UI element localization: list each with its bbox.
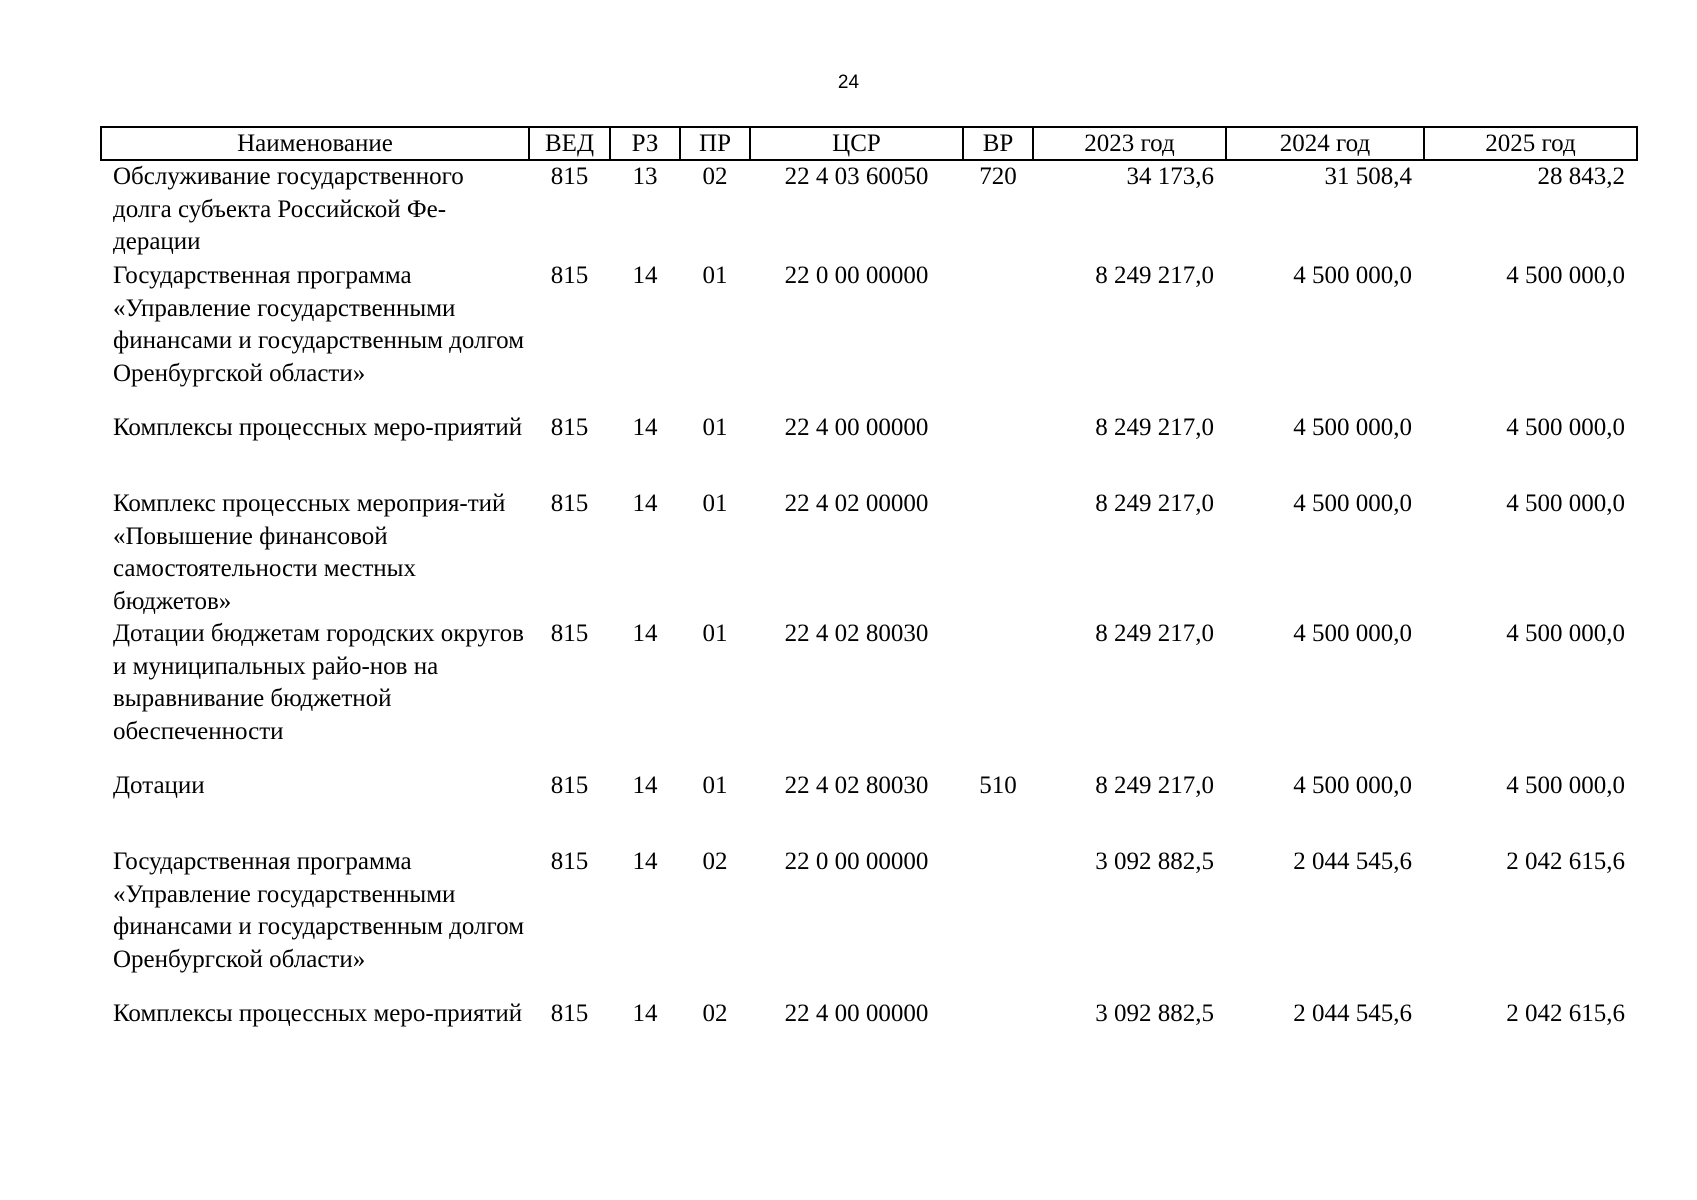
row-csr: 22 0 00 00000 (784, 262, 929, 289)
row-2025: 4 500 000,0 (1506, 414, 1625, 441)
row-pr: 01 (702, 620, 728, 647)
col-header-ved: ВЕД (529, 127, 610, 160)
row-csr: 22 4 02 80030 (784, 620, 929, 647)
row-ved: 815 (550, 772, 589, 799)
row-csr: 22 4 03 60050 (784, 163, 929, 190)
row-name: Государственная программа «Управление государственными финансами и государственным долгом Оренбургской области» (113, 848, 525, 973)
col-header-2024: 2024 год (1226, 127, 1424, 160)
col-header-2025: 2025 год (1424, 127, 1637, 160)
budget-table (100, 126, 1638, 1074)
row-rz: 14 (632, 848, 658, 875)
col-header-vr: ВР (963, 127, 1033, 160)
row-2023: 8 249 217,0 (1095, 490, 1214, 517)
row-pr: 02 (702, 1000, 728, 1027)
row-ved: 815 (550, 414, 589, 441)
row-rz: 14 (632, 262, 658, 289)
row-name: Комплекс процессных мероприя-тий «Повышение финансовой самостоятельности местных бюджетов» (113, 490, 506, 615)
row-2023: 8 249 217,0 (1095, 414, 1214, 441)
row-2025: 2 042 615,6 (1506, 1000, 1625, 1027)
row-ved: 815 (550, 490, 589, 517)
col-header-pr: ПР (680, 127, 750, 160)
row-2025: 4 500 000,0 (1506, 772, 1625, 799)
table-row (101, 160, 1637, 260)
row-rz: 14 (632, 414, 658, 441)
row-vr (963, 412, 1033, 488)
row-2023: 3 092 882,5 (1095, 1000, 1214, 1027)
row-vr (963, 488, 1033, 618)
row-ved: 815 (550, 620, 589, 647)
row-pr: 01 (702, 490, 728, 517)
page-number: 24 (837, 72, 860, 93)
table-row (101, 412, 1637, 488)
table-row (101, 846, 1637, 998)
col-header-csr: ЦСР (750, 127, 963, 160)
row-name: Дотации бюджетам городских округов и муниципальных райо-нов на выравнивание бюджетной обеспеченности (113, 620, 524, 745)
row-csr: 22 4 02 00000 (784, 490, 929, 517)
col-header-2023: 2023 год (1033, 127, 1226, 160)
row-csr: 22 4 00 00000 (784, 414, 929, 441)
row-pr: 01 (702, 414, 728, 441)
row-name: Обслуживание государственного долга субъекта Российской Фе-дерации (113, 163, 464, 255)
row-2024: 31 508,4 (1324, 163, 1412, 190)
row-2025: 28 843,2 (1537, 163, 1625, 190)
table-header-row (101, 127, 1637, 160)
col-header-name: Наименование (101, 127, 529, 160)
row-2024: 4 500 000,0 (1293, 490, 1412, 517)
row-2025: 4 500 000,0 (1506, 262, 1625, 289)
row-ved: 815 (550, 163, 589, 190)
row-rz: 14 (632, 1000, 658, 1027)
row-rz: 13 (632, 163, 658, 190)
table-row (101, 488, 1637, 618)
row-2024: 4 500 000,0 (1293, 772, 1412, 799)
table-row (101, 260, 1637, 412)
row-name: Дотации (113, 772, 205, 799)
row-name: Комплексы процессных меро-приятий (113, 414, 523, 441)
row-2025: 4 500 000,0 (1506, 490, 1625, 517)
row-vr: 510 (979, 772, 1017, 799)
row-2025: 2 042 615,6 (1506, 848, 1625, 875)
row-2023: 34 173,6 (1126, 163, 1214, 190)
row-csr: 22 4 02 80030 (784, 772, 929, 799)
row-csr: 22 4 00 00000 (784, 1000, 929, 1027)
table-row (101, 618, 1637, 770)
row-vr (963, 846, 1033, 998)
row-ved: 815 (550, 848, 589, 875)
row-pr: 02 (702, 163, 728, 190)
row-csr: 22 0 00 00000 (784, 848, 929, 875)
row-name: Государственная программа «Управление государственными финансами и государственным долгом Оренбургской области» (113, 262, 525, 387)
row-2024: 4 500 000,0 (1293, 262, 1412, 289)
row-pr: 02 (702, 848, 728, 875)
row-vr (963, 260, 1033, 412)
row-pr: 01 (702, 772, 728, 799)
row-vr (963, 618, 1033, 770)
row-name: Комплексы процессных меро-приятий (113, 1000, 523, 1027)
table-row (101, 998, 1637, 1074)
row-2024: 4 500 000,0 (1293, 414, 1412, 441)
table-row (101, 770, 1637, 846)
row-ved: 815 (550, 1000, 589, 1027)
row-2023: 8 249 217,0 (1095, 262, 1214, 289)
row-ved: 815 (550, 262, 589, 289)
row-rz: 14 (632, 620, 658, 647)
row-rz: 14 (632, 490, 658, 517)
row-2023: 3 092 882,5 (1095, 848, 1214, 875)
row-2024: 2 044 545,6 (1293, 1000, 1412, 1027)
row-2025: 4 500 000,0 (1506, 620, 1625, 647)
row-pr: 01 (702, 262, 728, 289)
row-2023: 8 249 217,0 (1095, 620, 1214, 647)
row-vr: 720 (979, 163, 1017, 190)
row-2024: 4 500 000,0 (1293, 620, 1412, 647)
row-2023: 8 249 217,0 (1095, 772, 1214, 799)
row-2024: 2 044 545,6 (1293, 848, 1412, 875)
row-rz: 14 (632, 772, 658, 799)
col-header-rz: РЗ (610, 127, 680, 160)
row-vr (963, 998, 1033, 1074)
